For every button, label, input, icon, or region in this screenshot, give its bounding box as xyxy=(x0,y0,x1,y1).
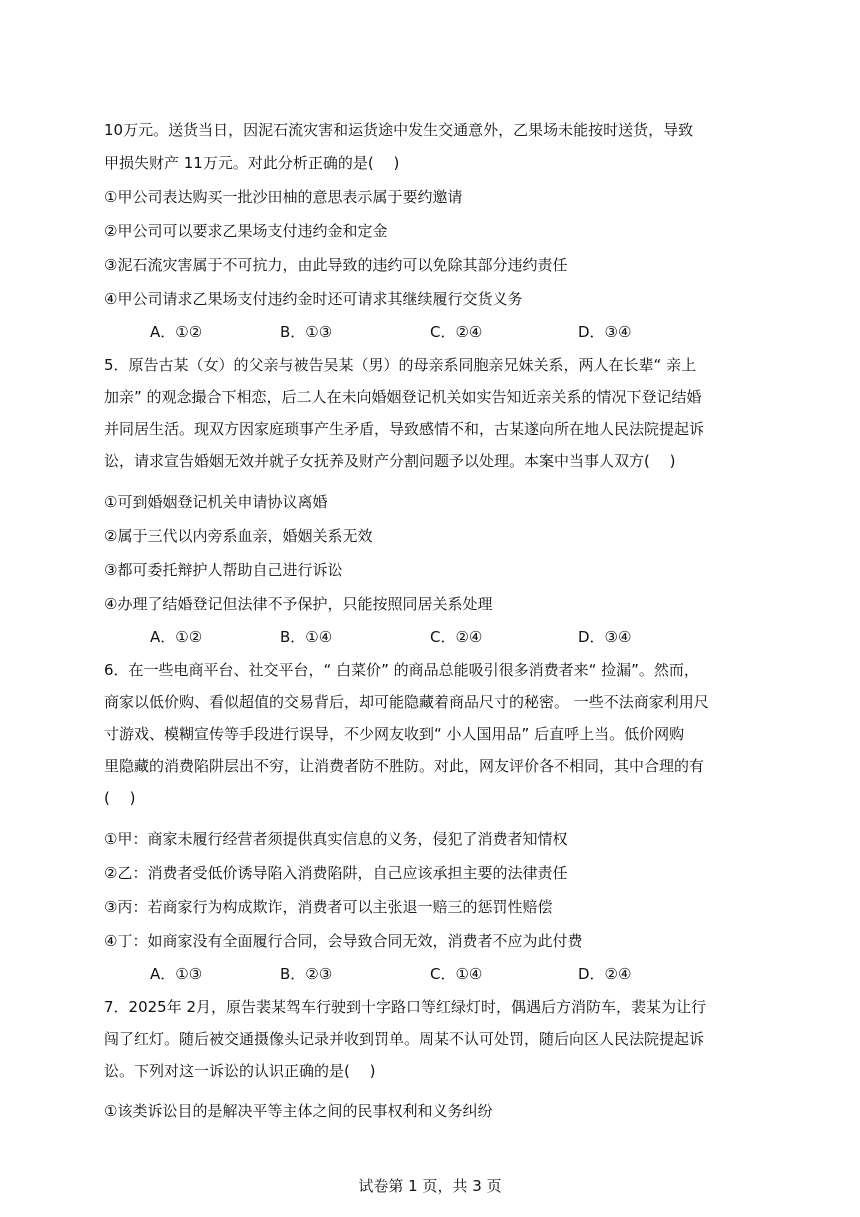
q6-statement: ④丁：如商家没有全面履行合同，会导致合同无效，消费者不应为此付费 xyxy=(104,932,583,950)
q4-stem-line: 10万元。送货当日，因泥石流灾害和运货途中发生交通意外，乙果场未能按时送货，导致 xyxy=(104,121,694,139)
q7-stem-line: 闯了红灯。随后被交通摄像头记录并收到罚单。周某不认可处罚，随后向区人民法院提起诉 xyxy=(104,1030,705,1048)
q5-option-b: B．①④ xyxy=(280,628,333,646)
q6-stem-line: 里隐藏的消费陷阱层出不穷，让消费者防不胜防。对此，网友评价各不相同，其中合理的有 xyxy=(104,757,705,775)
q6-stem-line: 商家以低价购、看似超值的交易背后，却可能隐藏着商品尺寸的秘密。 一些不法商家利用尺 xyxy=(104,693,709,711)
q6-option-c: C．①④ xyxy=(430,965,483,983)
q4-option-a: A．①② xyxy=(150,323,203,341)
q4-statement: ①甲公司表达购买一批沙田柚的意思表示属于要约邀请 xyxy=(104,188,463,206)
q6-statement: ②乙：消费者受低价诱导陷入消费陷阱，自己应该承担主要的法律责任 xyxy=(104,864,568,882)
q4-statement: ④甲公司请求乙果场支付违约金时还可请求其继续履行交货义务 xyxy=(104,290,523,308)
q6-statement: ①甲：商家未履行经营者须提供真实信息的义务，侵犯了消费者知情权 xyxy=(104,830,568,848)
q7-stem-line: 7．2025年 2月，原告裴某驾车行驶到十字路口等红绿灯时，偶遇后方消防车，裴某为让行 xyxy=(104,998,707,1016)
q5-option-c: C．②④ xyxy=(430,628,483,646)
q6-stem-line: 寸游戏、模糊宣传等手段进行误导，不少网友收到“ 小人国用品” 后直呼上当。低价网购 xyxy=(104,725,685,743)
q5-statement: ①可到婚姻登记机关申请协议离婚 xyxy=(104,493,328,511)
q6-option-a: A．①③ xyxy=(150,965,203,983)
q4-statement: ②甲公司可以要求乙果场支付违约金和定金 xyxy=(104,222,388,240)
q4-option-c: C．②④ xyxy=(430,323,483,341)
q5-stem-line: 5．原告古某（女）的父亲与被告吴某（男）的母亲系同胞亲兄妹关系，两人在长辈“ 亲上 xyxy=(104,356,697,374)
q6-statement: ③丙：若商家行为构成欺诈，消费者可以主张退一赔三的惩罚性赔偿 xyxy=(104,898,553,916)
q4-stem-line: 甲损失财产 11万元。对此分析正确的是( ) xyxy=(104,154,400,172)
q4-option-d: D．③④ xyxy=(578,323,632,341)
q5-statement: ③都可委托辩护人帮助自己进行诉讼 xyxy=(104,561,343,579)
q5-statement: ④办理了结婚登记但法律不予保护，只能按照同居关系处理 xyxy=(104,595,493,613)
q7-stem-line: 讼。下列对这一诉讼的认识正确的是( ) xyxy=(104,1062,376,1080)
q6-option-d: D．②④ xyxy=(578,965,632,983)
q5-option-d: D．③④ xyxy=(578,628,632,646)
q6-option-b: B．②③ xyxy=(280,965,333,983)
q4-statement: ③泥石流灾害属于不可抗力，由此导致的违约可以免除其部分违约责任 xyxy=(104,256,568,274)
q5-stem-line: 讼，请求宣告婚姻无效并就子女抚养及财产分割问题予以处理。本案中当事人双方( ) xyxy=(104,452,676,470)
q5-stem-line: 并同居生活。现双方因家庭琐事产生矛盾，导致感情不和，古某遂向所在地人民法院提起诉 xyxy=(104,420,705,438)
q4-option-b: B．①③ xyxy=(280,323,333,341)
q5-option-a: A．①② xyxy=(150,628,203,646)
q5-stem-line: 加亲” 的观念撮合下相恋，后二人在未向婚姻登记机关如实告知近亲关系的情况下登记结婚 xyxy=(104,388,702,406)
q6-stem-line: 6．在一些电商平台、社交平台，“ 白菜价” 的商品总能吸引很多消费者来“ 捡漏”。然而， xyxy=(104,661,699,679)
q5-statement: ②属于三代以内旁系血亲，婚姻关系无效 xyxy=(104,527,373,545)
q7-statement: ①该类诉讼目的是解决平等主体之间的民事权利和义务纠纷 xyxy=(104,1102,493,1120)
page-footer: 试卷第 1 页，共 3 页 xyxy=(358,1177,502,1195)
q6-stem-line: ( ) xyxy=(104,789,136,807)
